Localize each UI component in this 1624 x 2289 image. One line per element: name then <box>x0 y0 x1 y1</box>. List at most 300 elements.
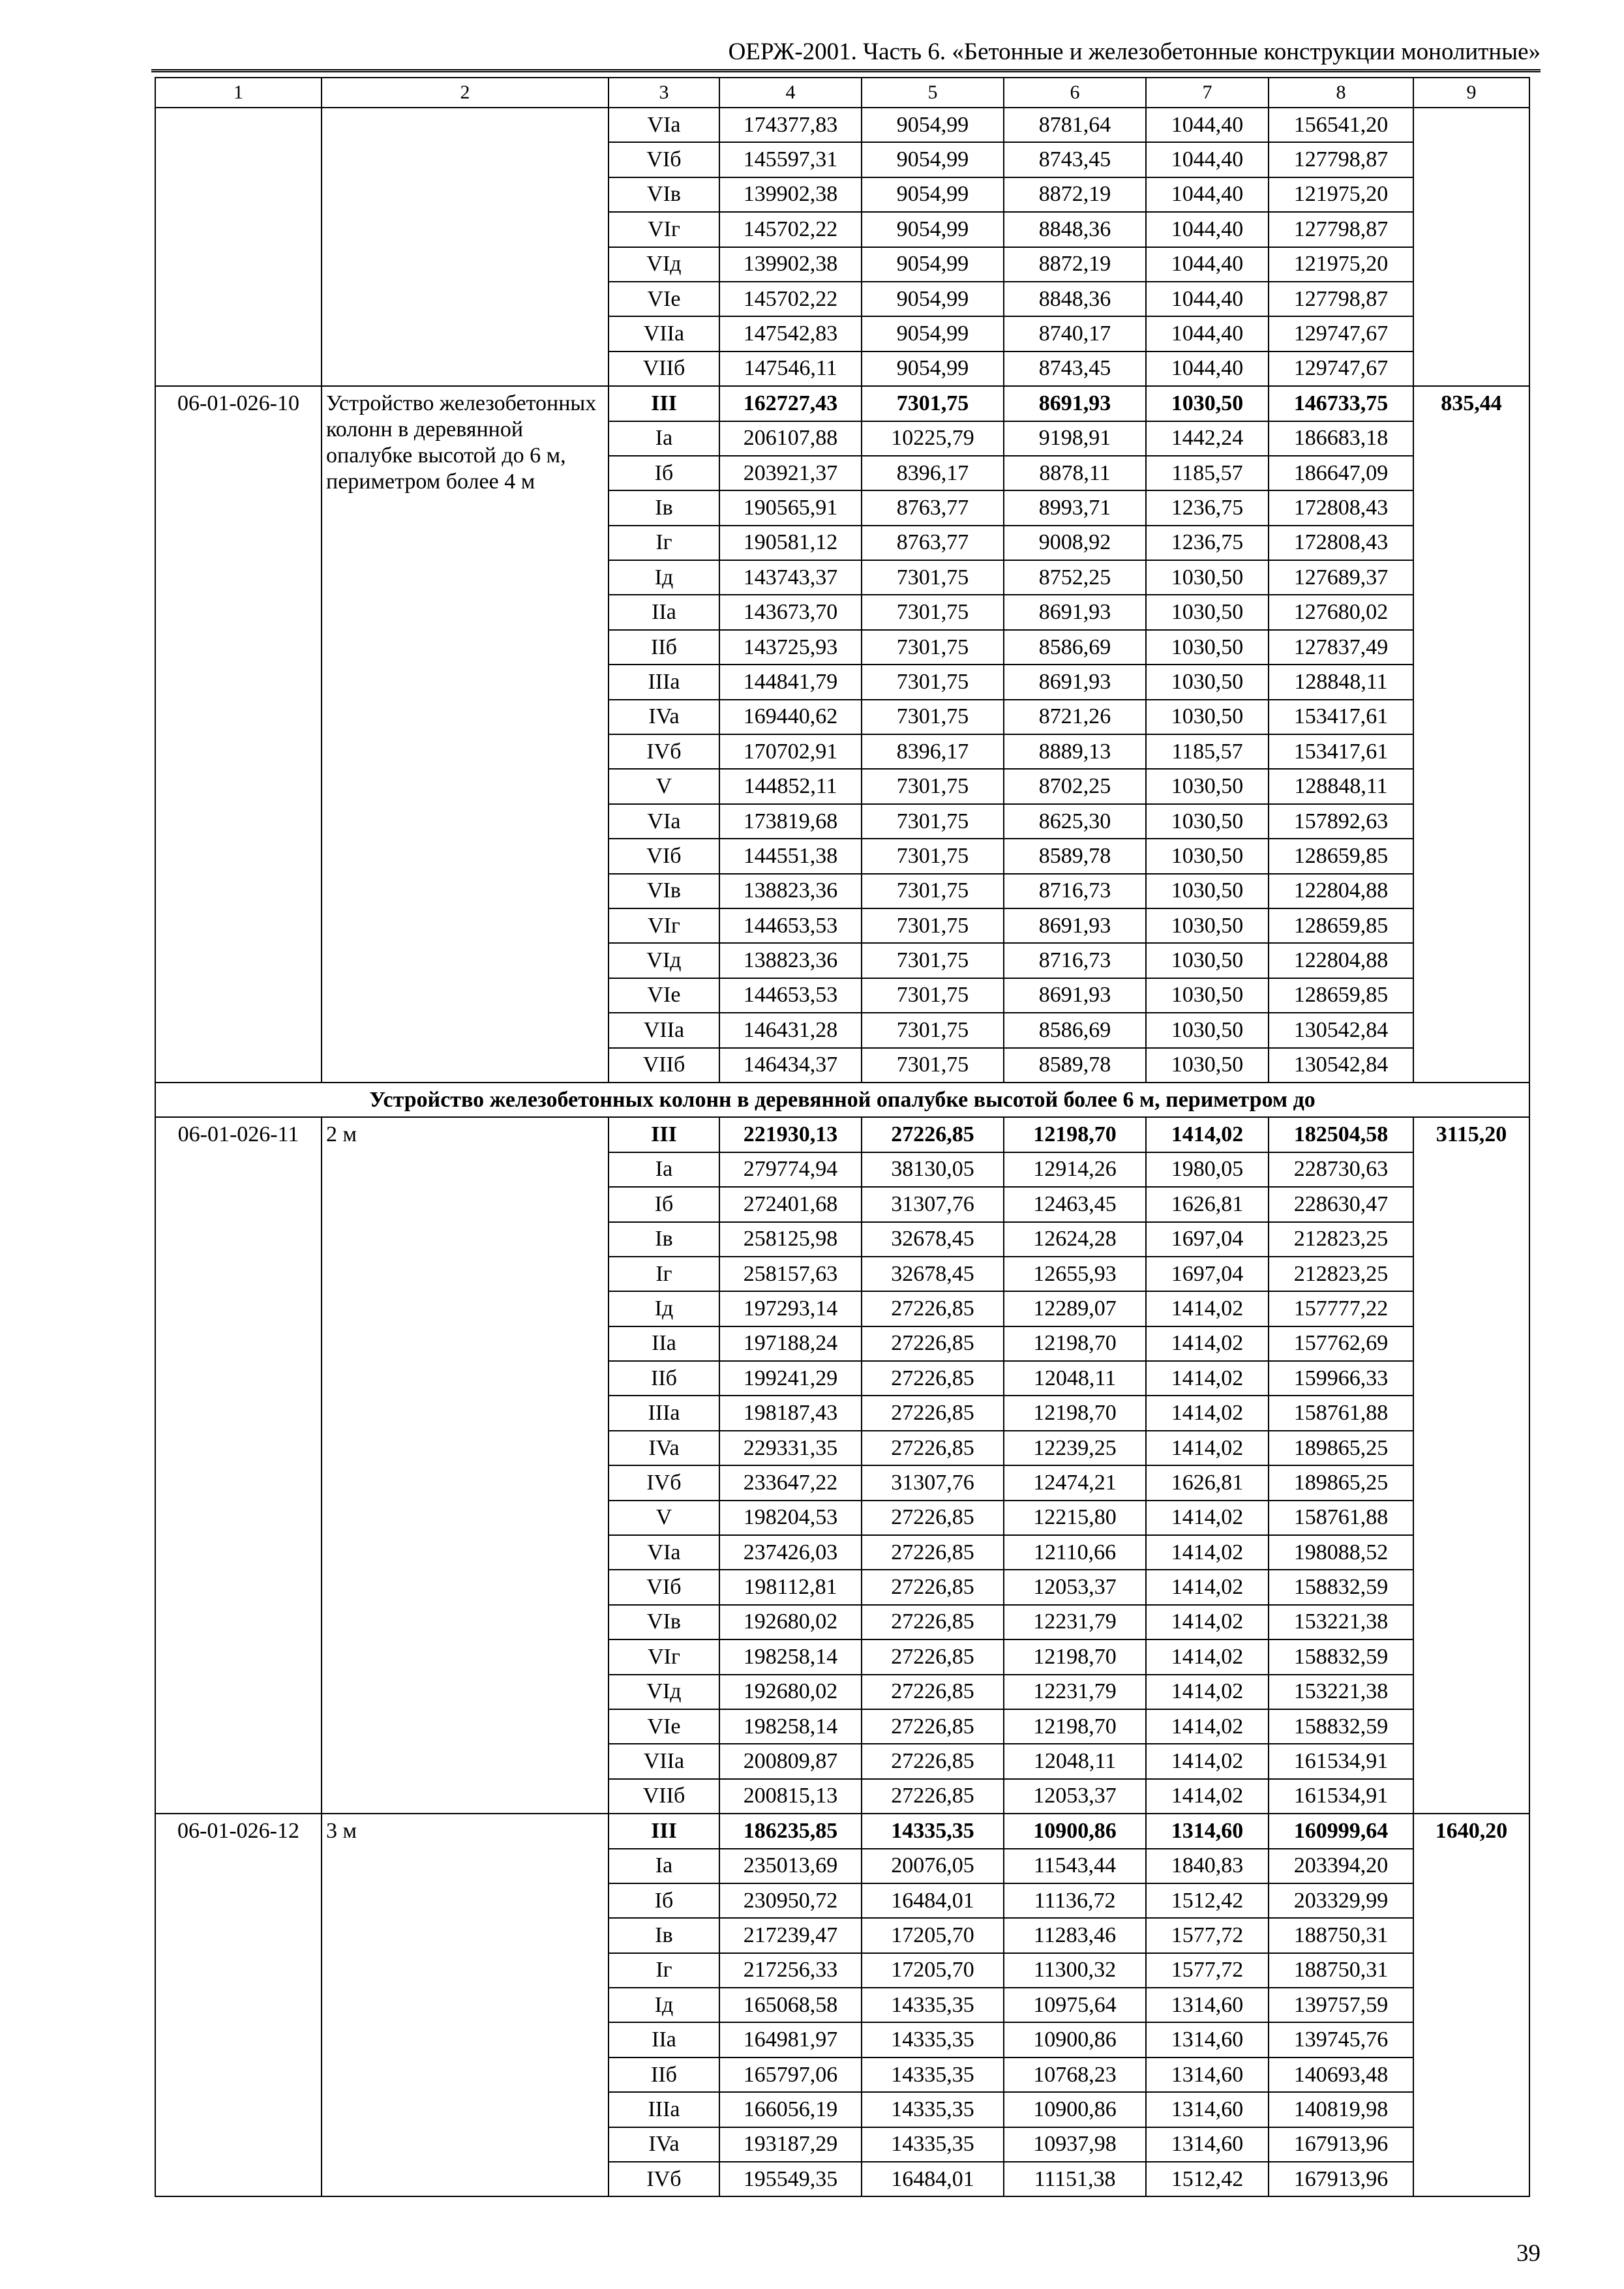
value-cell: 161534,91 <box>1269 1744 1413 1778</box>
value-cell: 143673,70 <box>719 595 862 629</box>
zone-cell: Iг <box>609 526 719 560</box>
value-cell: 7301,75 <box>862 839 1004 873</box>
value-cell: 1030,50 <box>1146 978 1269 1013</box>
value-cell: 27226,85 <box>862 1744 1004 1778</box>
zone-cell: VIIб <box>609 352 719 386</box>
value-cell: 1185,57 <box>1146 456 1269 490</box>
value-cell: 12198,70 <box>1004 1326 1146 1361</box>
value-cell: 1314,60 <box>1146 2092 1269 2127</box>
value-cell: 188750,31 <box>1269 1953 1413 1988</box>
value-cell: 8691,93 <box>1004 978 1146 1013</box>
column-number: 2 <box>322 78 609 108</box>
value-cell: 195549,35 <box>719 2162 862 2196</box>
value-cell: 228730,63 <box>1269 1152 1413 1187</box>
value-cell: 1030,50 <box>1146 839 1269 873</box>
value-cell: 129747,67 <box>1269 352 1413 386</box>
zone-cell: Ia <box>609 1849 719 1883</box>
zone-cell: VIa <box>609 108 719 142</box>
zone-cell: VIe <box>609 1709 719 1744</box>
zone-cell: IIIa <box>609 1396 719 1430</box>
value-cell: 1414,02 <box>1146 1501 1269 1535</box>
value-cell: 153417,61 <box>1269 734 1413 769</box>
value-cell: 10900,86 <box>1004 2092 1146 2127</box>
value-cell: 8878,11 <box>1004 456 1146 490</box>
value-cell: 20076,05 <box>862 1849 1004 1883</box>
value-cell: 1414,02 <box>1146 1117 1269 1152</box>
zone-cell: Iб <box>609 1883 719 1918</box>
zone-cell: V <box>609 769 719 803</box>
value-cell: 12474,21 <box>1004 1465 1146 1500</box>
zone-cell: IVб <box>609 1465 719 1500</box>
value-cell: 1314,60 <box>1146 1988 1269 2022</box>
value-cell: 8716,73 <box>1004 943 1146 978</box>
value-cell: 8848,36 <box>1004 212 1146 247</box>
value-cell: 16484,01 <box>862 1883 1004 1918</box>
value-cell: 1314,60 <box>1146 2057 1269 2092</box>
value-cell: 217256,33 <box>719 1953 862 1988</box>
value-cell: 1626,81 <box>1146 1465 1269 1500</box>
value-cell: 8743,45 <box>1004 352 1146 386</box>
value-cell: 7301,75 <box>862 769 1004 803</box>
value-cell: 12110,66 <box>1004 1535 1146 1570</box>
value-cell: 140693,48 <box>1269 2057 1413 2092</box>
value-cell: 139902,38 <box>719 177 862 212</box>
zone-cell: IIб <box>609 1361 719 1396</box>
value-cell: 27226,85 <box>862 1501 1004 1535</box>
value-cell: 153221,38 <box>1269 1675 1413 1709</box>
value-cell: 145702,22 <box>719 212 862 247</box>
rates-table <box>155 77 1530 2197</box>
value-cell: 228630,47 <box>1269 1187 1413 1221</box>
value-cell: 153417,61 <box>1269 700 1413 734</box>
value-cell: 165797,06 <box>719 2057 862 2092</box>
value-cell: 173819,68 <box>719 804 862 839</box>
value-cell: 1414,02 <box>1146 1570 1269 1604</box>
zone-cell: VIIб <box>609 1048 719 1083</box>
zone-cell: VIд <box>609 1675 719 1709</box>
value-cell: 27226,85 <box>862 1570 1004 1604</box>
value-cell: 145702,22 <box>719 282 862 316</box>
column-number: 4 <box>719 78 862 108</box>
value-cell: 12048,11 <box>1004 1361 1146 1396</box>
column-number: 5 <box>862 78 1004 108</box>
value-cell: 9054,99 <box>862 177 1004 212</box>
value-cell: 10937,98 <box>1004 2127 1146 2162</box>
value-cell: 8691,93 <box>1004 595 1146 629</box>
value-cell: 8396,17 <box>862 456 1004 490</box>
value-cell: 1314,60 <box>1146 2022 1269 2057</box>
column-number: 1 <box>155 78 322 108</box>
value-cell: 127798,87 <box>1269 282 1413 316</box>
value-cell: 200809,87 <box>719 1744 862 1778</box>
value-cell: 198204,53 <box>719 1501 862 1535</box>
zone-cell: IIa <box>609 2022 719 2057</box>
value-cell: 1697,04 <box>1146 1222 1269 1257</box>
value-cell: 1044,40 <box>1146 247 1269 282</box>
value-cell: 1030,50 <box>1146 1048 1269 1083</box>
value-cell: 230950,72 <box>719 1883 862 1918</box>
value-cell: 9054,99 <box>862 247 1004 282</box>
value-cell: 27226,85 <box>862 1117 1004 1152</box>
value-cell: 12289,07 <box>1004 1291 1146 1326</box>
value-cell: 127837,49 <box>1269 630 1413 665</box>
value-cell: 27226,85 <box>862 1675 1004 1709</box>
value-cell: 1044,40 <box>1146 142 1269 177</box>
column-number-row <box>155 78 1529 108</box>
zone-cell: VIe <box>609 282 719 316</box>
value-cell: 198258,14 <box>719 1709 862 1744</box>
zone-cell: VIa <box>609 1535 719 1570</box>
zone-cell: IVa <box>609 2127 719 2162</box>
value-cell: 12231,79 <box>1004 1605 1146 1639</box>
value-cell: 197293,14 <box>719 1291 862 1326</box>
value-cell: 1030,50 <box>1146 908 1269 943</box>
value-cell: 127798,87 <box>1269 142 1413 177</box>
value-cell: 200815,13 <box>719 1779 862 1814</box>
value-cell: 1030,50 <box>1146 700 1269 734</box>
value-cell: 158832,59 <box>1269 1709 1413 1744</box>
value-cell: 7301,75 <box>862 595 1004 629</box>
value-cell: 122804,88 <box>1269 943 1413 978</box>
value-cell: 144551,38 <box>719 839 862 873</box>
value-cell: 158832,59 <box>1269 1639 1413 1674</box>
value-cell: 8743,45 <box>1004 142 1146 177</box>
value-cell: 272401,68 <box>719 1187 862 1221</box>
value-cell: 189865,25 <box>1269 1465 1413 1500</box>
value-cell: 157777,22 <box>1269 1291 1413 1326</box>
zone-cell: VIIб <box>609 1779 719 1814</box>
value-cell: 8586,69 <box>1004 1013 1146 1047</box>
value-cell: 1044,40 <box>1146 316 1269 351</box>
value-cell: 8625,30 <box>1004 804 1146 839</box>
value-cell: 1414,02 <box>1146 1709 1269 1744</box>
value-cell: 11151,38 <box>1004 2162 1146 2196</box>
value-cell: 229331,35 <box>719 1431 862 1465</box>
value-cell: 1314,60 <box>1146 1814 1269 1848</box>
value-cell: 1414,02 <box>1146 1396 1269 1430</box>
value-cell: 1442,24 <box>1146 421 1269 456</box>
value-cell: 1030,50 <box>1146 665 1269 699</box>
value-cell: 9198,91 <box>1004 421 1146 456</box>
value-cell: 128848,11 <box>1269 769 1413 803</box>
value-cell: 162727,43 <box>719 386 862 421</box>
value-cell: 27226,85 <box>862 1605 1004 1639</box>
value-cell: 38130,05 <box>862 1152 1004 1187</box>
value-cell: 161534,91 <box>1269 1779 1413 1814</box>
value-cell: 193187,29 <box>719 2127 862 2162</box>
value-cell: 9008,92 <box>1004 526 1146 560</box>
value-cell: 14335,35 <box>862 2092 1004 2127</box>
value-cell: 217239,47 <box>719 1918 862 1952</box>
value-cell: 198187,43 <box>719 1396 862 1430</box>
value-cell: 9054,99 <box>862 142 1004 177</box>
value-cell: 12198,70 <box>1004 1396 1146 1430</box>
zone-cell: VIб <box>609 839 719 873</box>
value-cell: 27226,85 <box>862 1396 1004 1430</box>
zone-cell: VIг <box>609 1639 719 1674</box>
value-cell: 8396,17 <box>862 734 1004 769</box>
value-cell: 159966,33 <box>1269 1361 1413 1396</box>
zone-cell: VIв <box>609 874 719 908</box>
value-cell: 10225,79 <box>862 421 1004 456</box>
zone-cell: VIa <box>609 804 719 839</box>
value-cell: 138823,36 <box>719 943 862 978</box>
value-cell: 31307,76 <box>862 1465 1004 1500</box>
value-cell: 32678,45 <box>862 1257 1004 1291</box>
rate-code: 06-01-026-11 <box>155 1117 322 1814</box>
value-cell: 1030,50 <box>1146 1013 1269 1047</box>
value-cell: 10975,64 <box>1004 1988 1146 2022</box>
zone-cell: IIб <box>609 2057 719 2092</box>
value-cell: 144653,53 <box>719 978 862 1013</box>
value-cell: 203921,37 <box>719 456 862 490</box>
value-cell: 128659,85 <box>1269 978 1413 1013</box>
value-cell: 139745,76 <box>1269 2022 1413 2057</box>
zone-cell: IVa <box>609 700 719 734</box>
zone-cell: VIд <box>609 247 719 282</box>
zone-cell: Iб <box>609 456 719 490</box>
rate-extra-value: 835,44 <box>1413 386 1529 1083</box>
rate-code: 06-01-026-10 <box>155 386 322 1083</box>
zone-cell: IVб <box>609 2162 719 2196</box>
value-cell: 1030,50 <box>1146 560 1269 595</box>
value-cell: 167913,96 <box>1269 2162 1413 2196</box>
value-cell: 1577,72 <box>1146 1953 1269 1988</box>
section-row <box>155 1083 1529 1117</box>
value-cell: 129747,67 <box>1269 316 1413 351</box>
value-cell: 27226,85 <box>862 1326 1004 1361</box>
code-cell-empty <box>155 108 322 386</box>
value-cell: 130542,84 <box>1269 1013 1413 1047</box>
value-cell: 7301,75 <box>862 630 1004 665</box>
value-cell: 1414,02 <box>1146 1535 1269 1570</box>
value-cell: 164981,97 <box>719 2022 862 2057</box>
value-cell: 8589,78 <box>1004 839 1146 873</box>
value-cell: 139902,38 <box>719 247 862 282</box>
value-cell: 1577,72 <box>1146 1918 1269 1952</box>
value-cell: 1044,40 <box>1146 177 1269 212</box>
value-cell: 1044,40 <box>1146 108 1269 142</box>
zone-cell: VIIa <box>609 1013 719 1047</box>
value-cell: 1414,02 <box>1146 1291 1269 1326</box>
value-cell: 158832,59 <box>1269 1570 1413 1604</box>
value-cell: 10768,23 <box>1004 2057 1146 2092</box>
zone-cell: IVa <box>609 1431 719 1465</box>
value-cell: 8691,93 <box>1004 386 1146 421</box>
value-cell: 14335,35 <box>862 2057 1004 2092</box>
value-cell: 145597,31 <box>719 142 862 177</box>
value-cell: 12048,11 <box>1004 1744 1146 1778</box>
value-cell: 147546,11 <box>719 352 862 386</box>
value-cell: 8993,71 <box>1004 490 1146 525</box>
value-cell: 1030,50 <box>1146 630 1269 665</box>
value-cell: 32678,45 <box>862 1222 1004 1257</box>
value-cell: 1030,50 <box>1146 943 1269 978</box>
zone-cell: IVб <box>609 734 719 769</box>
value-cell: 27226,85 <box>862 1709 1004 1744</box>
value-cell: 1414,02 <box>1146 1675 1269 1709</box>
value-cell: 12624,28 <box>1004 1222 1146 1257</box>
value-cell: 143725,93 <box>719 630 862 665</box>
value-cell: 12198,70 <box>1004 1709 1146 1744</box>
value-cell: 122804,88 <box>1269 874 1413 908</box>
value-cell: 1236,75 <box>1146 526 1269 560</box>
value-cell: 203329,99 <box>1269 1883 1413 1918</box>
value-cell: 130542,84 <box>1269 1048 1413 1083</box>
value-cell: 8781,64 <box>1004 108 1146 142</box>
value-cell: 212823,25 <box>1269 1257 1413 1291</box>
value-cell: 1512,42 <box>1146 1883 1269 1918</box>
value-cell: 7301,75 <box>862 1048 1004 1083</box>
value-cell: 1697,04 <box>1146 1257 1269 1291</box>
value-cell: 12215,80 <box>1004 1501 1146 1535</box>
value-cell: 1840,83 <box>1146 1849 1269 1883</box>
value-cell: 170702,91 <box>719 734 862 769</box>
value-cell: 7301,75 <box>862 978 1004 1013</box>
value-cell: 7301,75 <box>862 943 1004 978</box>
value-cell: 9054,99 <box>862 108 1004 142</box>
value-cell: 8589,78 <box>1004 1048 1146 1083</box>
value-cell: 1044,40 <box>1146 352 1269 386</box>
zone-cell: V <box>609 1501 719 1535</box>
table-row <box>155 1117 1529 1152</box>
zone-cell: IIa <box>609 1326 719 1361</box>
zone-cell: III <box>609 1117 719 1152</box>
value-cell: 258125,98 <box>719 1222 862 1257</box>
value-cell: 1414,02 <box>1146 1639 1269 1674</box>
value-cell: 128659,85 <box>1269 839 1413 873</box>
value-cell: 279774,94 <box>719 1152 862 1187</box>
value-cell: 8721,26 <box>1004 700 1146 734</box>
value-cell: 11300,32 <box>1004 1953 1146 1988</box>
column-number: 8 <box>1269 78 1413 108</box>
value-cell: 9054,99 <box>862 352 1004 386</box>
table-row <box>155 386 1529 421</box>
value-cell: 12239,25 <box>1004 1431 1146 1465</box>
value-cell: 186647,09 <box>1269 456 1413 490</box>
value-cell: 186235,85 <box>719 1814 862 1848</box>
rate-name: 2 м <box>322 1117 609 1814</box>
zone-cell: VIг <box>609 212 719 247</box>
value-cell: 186683,18 <box>1269 421 1413 456</box>
value-cell: 12655,93 <box>1004 1257 1146 1291</box>
zone-cell: Iв <box>609 1222 719 1257</box>
value-cell: 189865,25 <box>1269 1431 1413 1465</box>
value-cell: 8889,13 <box>1004 734 1146 769</box>
value-cell: 14335,35 <box>862 1988 1004 2022</box>
value-cell: 1030,50 <box>1146 769 1269 803</box>
value-cell: 127689,37 <box>1269 560 1413 595</box>
value-cell: 182504,58 <box>1269 1117 1413 1152</box>
zone-cell: Iг <box>609 1257 719 1291</box>
rate-name: 3 м <box>322 1814 609 2196</box>
value-cell: 190565,91 <box>719 490 862 525</box>
value-cell: 121975,20 <box>1269 247 1413 282</box>
value-cell: 7301,75 <box>862 804 1004 839</box>
value-cell: 1980,05 <box>1146 1152 1269 1187</box>
value-cell: 7301,75 <box>862 1013 1004 1047</box>
value-cell: 156541,20 <box>1269 108 1413 142</box>
value-cell: 235013,69 <box>719 1849 862 1883</box>
value-cell: 17205,70 <box>862 1918 1004 1952</box>
value-cell: 203394,20 <box>1269 1849 1413 1883</box>
zone-cell: Iд <box>609 1988 719 2022</box>
column-number: 7 <box>1146 78 1269 108</box>
value-cell: 165068,58 <box>719 1988 862 2022</box>
value-cell: 12053,37 <box>1004 1570 1146 1604</box>
value-cell: 27226,85 <box>862 1431 1004 1465</box>
value-cell: 8763,77 <box>862 526 1004 560</box>
zone-cell: Ia <box>609 1152 719 1187</box>
value-cell: 27226,85 <box>862 1535 1004 1570</box>
value-cell: 1030,50 <box>1146 386 1269 421</box>
value-cell: 144841,79 <box>719 665 862 699</box>
value-cell: 7301,75 <box>862 908 1004 943</box>
value-cell: 127798,87 <box>1269 212 1413 247</box>
value-cell: 198258,14 <box>719 1639 862 1674</box>
value-cell: 8702,25 <box>1004 769 1146 803</box>
value-cell: 27226,85 <box>862 1361 1004 1396</box>
value-cell: 7301,75 <box>862 665 1004 699</box>
value-cell: 11283,46 <box>1004 1918 1146 1952</box>
zone-cell: Iб <box>609 1187 719 1221</box>
value-cell: 1030,50 <box>1146 595 1269 629</box>
value-cell: 221930,13 <box>719 1117 862 1152</box>
value-cell: 14335,35 <box>862 2127 1004 2162</box>
value-cell: 1185,57 <box>1146 734 1269 769</box>
zone-cell: Iд <box>609 1291 719 1326</box>
value-cell: 27226,85 <box>862 1291 1004 1326</box>
rate-extra-value: 3115,20 <box>1413 1117 1529 1814</box>
value-cell: 8752,25 <box>1004 560 1146 595</box>
value-cell: 8691,93 <box>1004 665 1146 699</box>
name-cell-empty <box>322 108 609 386</box>
zone-cell: VIд <box>609 943 719 978</box>
value-cell: 258157,63 <box>719 1257 862 1291</box>
value-cell: 1414,02 <box>1146 1605 1269 1639</box>
value-cell: 212823,25 <box>1269 1222 1413 1257</box>
zone-cell: IIIa <box>609 2092 719 2127</box>
zone-cell: VIe <box>609 978 719 1013</box>
zone-cell: VIб <box>609 1570 719 1604</box>
zone-cell: Ia <box>609 421 719 456</box>
value-cell: 1626,81 <box>1146 1187 1269 1221</box>
value-cell: 7301,75 <box>862 386 1004 421</box>
value-cell: 198112,81 <box>719 1570 862 1604</box>
value-cell: 7301,75 <box>862 874 1004 908</box>
value-cell: 27226,85 <box>862 1639 1004 1674</box>
value-cell: 1414,02 <box>1146 1326 1269 1361</box>
page-number: 39 <box>1516 2240 1541 2267</box>
value-cell: 12231,79 <box>1004 1675 1146 1709</box>
value-cell: 12914,26 <box>1004 1152 1146 1187</box>
value-cell: 8740,17 <box>1004 316 1146 351</box>
column-number: 6 <box>1004 78 1146 108</box>
value-cell: 12198,70 <box>1004 1639 1146 1674</box>
value-cell: 169440,62 <box>719 700 862 734</box>
value-cell: 146434,37 <box>719 1048 862 1083</box>
value-cell: 188750,31 <box>1269 1918 1413 1952</box>
zone-cell: VIб <box>609 142 719 177</box>
value-cell: 197188,24 <box>719 1326 862 1361</box>
value-cell: 190581,12 <box>719 526 862 560</box>
value-cell: 167913,96 <box>1269 2127 1413 2162</box>
value-cell: 192680,02 <box>719 1605 862 1639</box>
rate-extra-value: 1640,20 <box>1413 1814 1529 2196</box>
value-cell: 146431,28 <box>719 1013 862 1047</box>
value-cell: 31307,76 <box>862 1187 1004 1221</box>
value-cell: 1236,75 <box>1146 490 1269 525</box>
